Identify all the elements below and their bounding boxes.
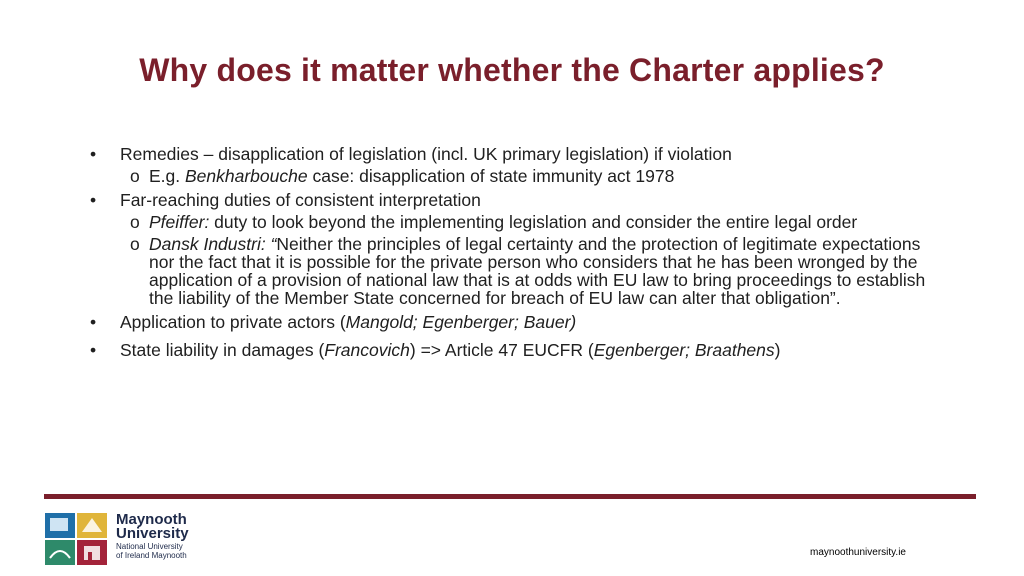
slide-title: Why does it matter whether the Charter applies? <box>139 52 885 88</box>
text-run: ) => Article 47 EUCFR ( <box>409 340 594 360</box>
sub-bullet-icon: o <box>130 234 140 254</box>
text-run: case: disapplication of state immunity act 1978 <box>307 166 675 186</box>
sub-bullet-item <box>88 167 928 185</box>
sub-bullet-item <box>88 213 928 231</box>
text-run: ) <box>774 340 781 360</box>
text-run: Francovich <box>324 340 410 360</box>
text-run: duty to look beyond the implementing legislation and consider the entire legal order <box>209 212 858 232</box>
text-run: E.g. <box>149 166 185 186</box>
bullet-item <box>88 143 928 165</box>
bullet-icon: • <box>90 144 97 164</box>
text-run: Egenberger; Braathens <box>593 340 775 360</box>
logo-subtitle: National University of Ireland Maynooth <box>116 542 187 560</box>
sub-bullet-icon: o <box>130 212 140 232</box>
crest-icon <box>44 512 108 566</box>
text-run: Far-reaching duties of consistent interpretation <box>120 190 481 210</box>
text-run: Benkharbouche <box>185 166 308 186</box>
bullet-icon: • <box>90 190 97 210</box>
university-logo <box>44 512 214 566</box>
sub-bullet-icon: o <box>130 166 140 186</box>
sub-bullet-item <box>88 235 928 307</box>
text-run: Dansk Industri: “ <box>149 234 277 254</box>
bullet-icon: • <box>90 312 97 332</box>
text-run: Neither the principles of legal certainty and the protection of legitimate expectations nor the fact that it is possible for the private person who considers that he has been wronged by the application of a provision of national law that is at odds with EU law to bring proceedings to establish the liability of the Member State concerned for breach of EU law can alter that obligation”. <box>149 234 926 308</box>
bullet-item <box>88 189 928 211</box>
logo-name: Maynooth University <box>116 511 189 542</box>
bullet-list <box>88 143 928 367</box>
text-run: Pfeiffer: <box>149 212 210 232</box>
text-run: Mangold; Egenberger; Bauer) <box>345 312 577 332</box>
website-link[interactable]: maynoothuniversity.ie <box>810 547 906 558</box>
bullet-item <box>88 339 928 361</box>
footer-divider <box>44 494 976 499</box>
bullet-icon: • <box>90 340 97 360</box>
text-run: State liability in damages ( <box>120 340 325 360</box>
text-run: Remedies – disapplication of legislation (incl. UK primary legislation) if violation <box>120 144 732 164</box>
bullet-item <box>88 311 928 333</box>
text-run: Application to private actors ( <box>120 312 346 332</box>
